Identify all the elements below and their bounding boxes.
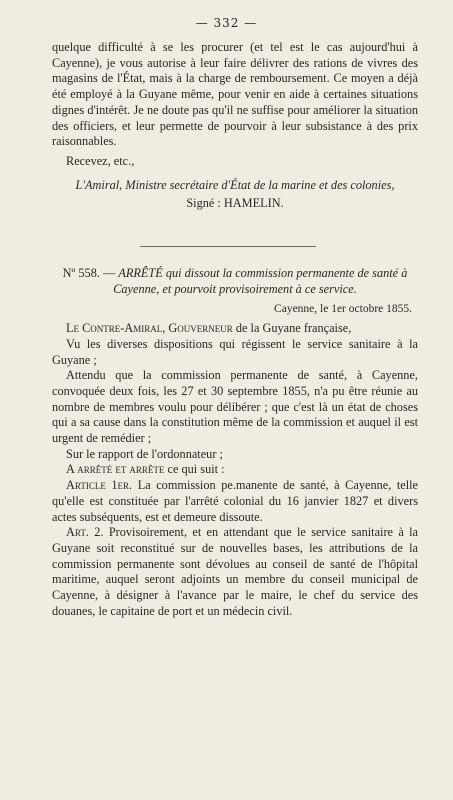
arrete-section — [52, 266, 418, 619]
paragraph-rapport: Sur le rapport de l'ordonnateur ; — [66, 446, 223, 461]
paragraph-vu: Vu les diverses dispositions qui régissent le service sanitaire à la Guyane ; — [52, 336, 418, 367]
arrete-title-rest: qui dissout la commission permanente de santé à Cayenne, et pourvoit provisoirement à ce service. — [113, 266, 408, 296]
letter-paragraph: quelque difficulté à se les procurer (et tel est le cas aujourd'hui à Cayenne), je vous autorise à leur faire délivrer des rations de vivres des magasins de l'État, mais à la charge de remboursement. Ce moyen a déjà été employé à la Guyane même, pour venir en aide à certaines situations dignes d'intérêt. Je ne doute pas qu'il ne suffise pour améliorer la situation des officiers, et leur permette de pourvoir à leur subsistance à des prix raisonnables. — [52, 40, 418, 149]
article-1-text: La commission pe.manente de santé, à Cayenne, telle qu'elle est constituée par l'arrêté colonial du 16 janvier 1827 et divers actes subséquents, est et demeure dissoute. — [52, 478, 418, 524]
article-2-label: Art. 2. — [66, 525, 104, 540]
article-2 — [52, 525, 418, 619]
arrete-author — [52, 321, 418, 337]
arrete-date: Cayenne, le 1er octobre 1855. — [274, 303, 412, 316]
article-1 — [52, 478, 418, 525]
letter-closing: Recevez, etc., — [66, 153, 135, 168]
signatory-title: L'Amiral, Ministre secrétaire d'État de la marine et des colonies, — [75, 177, 395, 192]
arrete-formula — [52, 462, 418, 478]
arrete-heading — [52, 266, 418, 297]
arrete-lead: A arrêté et arrête — [66, 462, 165, 477]
arrete-number: Nº 558. — — [62, 266, 116, 280]
letter-section — [52, 40, 418, 212]
signature: Signé : HAMELIN. — [186, 196, 284, 211]
arrete-title-word: ARRÊTÉ — [118, 266, 163, 280]
article-2-text: Provisoirement, et en attendant que le service sanitaire à la Guyane soit reconstitué sur de nouvelles bases, les attributions de la commission permanente sont dévolues au conseil de santé de l'hôpital maritime, auquel seront adjoints un membre du conseil municipal de Cayenne, à désigner à l'avance par le maire, le chef du service des douanes, le capitaine de port et un médecin civil. — [52, 525, 418, 618]
arrete-rest: ce qui suit : — [167, 462, 225, 477]
author-title: Le Contre-Amiral, Gouverneur — [66, 321, 233, 336]
section-divider — [140, 246, 316, 247]
paragraph-attendu: Attendu que la commission permanente de santé, à Cayenne, convoquée deux fois, les 27 et 30 septembre 1855, n'a pu être réunie au nombre de membres voulu pour délibérer ; que c'est là un état de choses qui a sa cause dans la constitution même de la commission et auquel il est urgent de remédier ; — [52, 368, 418, 446]
author-rest: de la Guyane française, — [235, 321, 352, 336]
page-number: — 332 — — [195, 16, 258, 30]
article-1-label: Article 1er. — [66, 478, 133, 493]
